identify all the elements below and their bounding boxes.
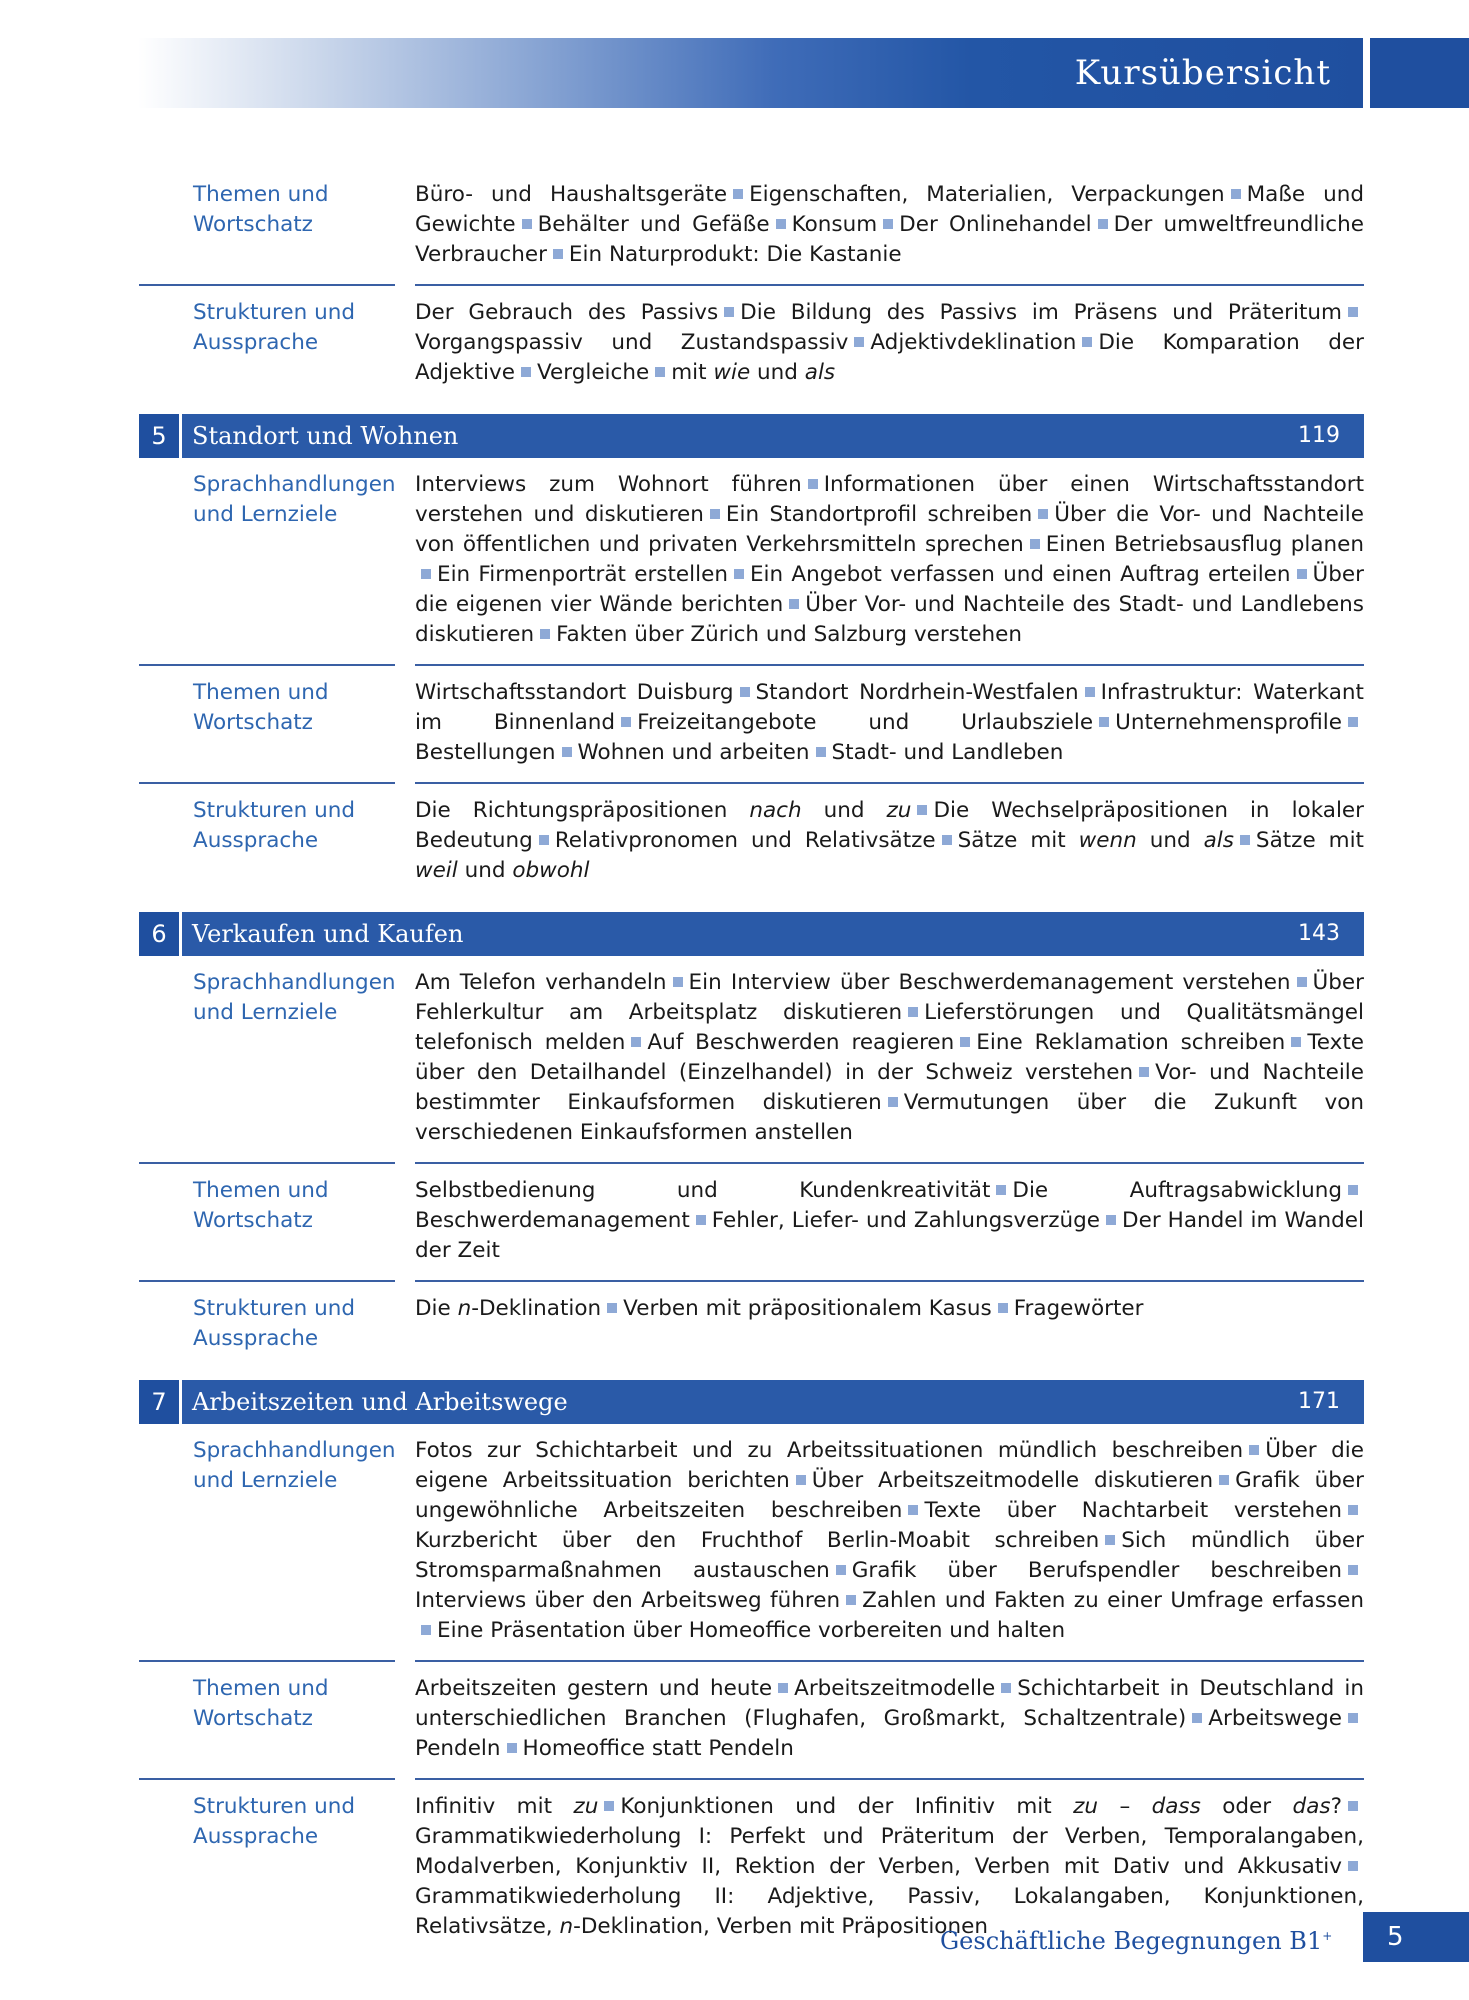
- bullet-separator: [796, 1475, 806, 1485]
- bullet-separator: [521, 367, 531, 377]
- list-item: Vermutungen über die Zukunft von verschiedenen Einkaufsformen anstellen: [415, 1090, 1364, 1145]
- chapter-title-bar: [182, 414, 1364, 458]
- bullet-separator: [1249, 1445, 1259, 1455]
- bullet-separator: [631, 1037, 641, 1047]
- bullet-separator: [1139, 1067, 1149, 1077]
- list-item: Über Fehlerkultur am Arbeitsplatz diskutieren: [415, 970, 1364, 1025]
- list-item: Auf Beschwerden reagieren: [647, 1030, 955, 1055]
- chapter-page: 119: [1298, 423, 1340, 448]
- list-item: Sich mündlich über Stromsparmaßnahmen austauschen: [415, 1528, 1364, 1583]
- list-item: Selbstbedienung und Kundenkreativität: [415, 1178, 991, 1203]
- row-content: Der Gebrauch des Passivs Die Bildung des Passivs im Präsens und PräteritumVorgangspassiv und Zustandspassiv Adjektivdeklination Die Komparation der Adjektive Vergleiche mit wie und als: [415, 300, 1364, 385]
- bullet-separator: [1291, 1037, 1301, 1047]
- chapter-page: 143: [1298, 921, 1340, 946]
- list-item: Texte über Nachtarbeit verstehen: [924, 1498, 1342, 1523]
- chapter-number: 6: [139, 912, 179, 956]
- bullet-separator: [740, 687, 750, 697]
- list-item: Standort Nordrhein-Westfalen: [755, 680, 1079, 705]
- bullet-separator: [1348, 1505, 1358, 1515]
- footer-page-number: 5: [1363, 1912, 1469, 1962]
- bullet-separator: [421, 1625, 431, 1635]
- list-item: Arbeitswege: [1208, 1706, 1342, 1731]
- bullet-separator: [1348, 717, 1358, 727]
- chapter-number: 5: [139, 414, 179, 458]
- bullet-separator: [734, 569, 744, 579]
- bullet-separator: [776, 219, 786, 229]
- bullet-separator: [733, 189, 743, 199]
- chapter-number: 7: [139, 1380, 179, 1424]
- row-themen: [139, 1176, 1364, 1282]
- row-label: Sprachhandlungen und Lernziele: [139, 1436, 395, 1662]
- list-item: Arbeitszeiten gestern und heute: [415, 1676, 773, 1701]
- list-item: Adjektivdeklination: [870, 330, 1077, 355]
- bullet-separator: [960, 1037, 970, 1047]
- row-strukturen-top: [139, 298, 1364, 402]
- list-item: Kurzbericht über den Fruchthof Berlin-Moabit schreiben: [415, 1528, 1100, 1553]
- bullet-separator: [1297, 977, 1307, 987]
- bullet-separator: [908, 1007, 918, 1017]
- row-label: Strukturen und Aussprache: [193, 1296, 356, 1351]
- bullet-separator: [1219, 1475, 1229, 1485]
- row-label: Themen und Wortschatz: [139, 1176, 395, 1282]
- row-label: Sprachhandlungen und Lernziele: [139, 470, 395, 666]
- list-item: Vergleiche: [536, 360, 650, 385]
- bullet-separator: [1105, 1535, 1115, 1545]
- row-strukturen: [139, 796, 1364, 900]
- list-item: Die Bildung des Passivs im Präsens und Präteritum: [740, 300, 1342, 325]
- list-item: Der umweltfreundliche Verbraucher: [415, 212, 1364, 267]
- bullet-separator: [908, 1505, 918, 1515]
- list-item: Vorgangspassiv und Zustandspassiv: [415, 330, 849, 355]
- list-item: Lieferstörungen und Qualitätsmängel telefonisch melden: [415, 1000, 1365, 1055]
- list-item: Texte über den Detailhandel (Einzelhandel) in der Schweiz verstehen: [415, 1030, 1365, 1085]
- list-item: Fotos zur Schichtarbeit und zu Arbeitssituationen mündlich beschreiben: [415, 1438, 1244, 1463]
- list-item: Konsum: [791, 212, 878, 237]
- bullet-separator: [507, 1743, 517, 1753]
- chapter-title: Verkaufen und Kaufen: [192, 920, 464, 948]
- row-content: Die n-Deklination Verben mit präpositionalem Kasus Fragewörter: [415, 1296, 1144, 1321]
- list-item: Ein Interview über Beschwerdemanagement verstehen: [688, 970, 1291, 995]
- list-item: Interviews zum Wohnort führen: [415, 472, 802, 497]
- bullet-separator: [854, 337, 864, 347]
- chapter-title: Arbeitszeiten und Arbeitswege: [192, 1388, 568, 1416]
- chapter-header-5: [139, 414, 1364, 458]
- bullet-separator: [562, 747, 572, 757]
- list-item: Eigenschaften, Materialien, Verpackungen: [749, 182, 1225, 207]
- bullet-separator: [540, 629, 550, 639]
- chapter-title-bar: [182, 1380, 1364, 1424]
- list-item: Freizeitangebote und Urlaubsziele: [637, 710, 1094, 735]
- row-label: Themen und Wortschatz: [139, 678, 395, 784]
- list-item: Über die eigenen vier Wände berichten: [415, 562, 1364, 617]
- list-item: Einen Betriebsausflug planen: [1045, 532, 1364, 557]
- list-item: Zahlen und Fakten zu einer Umfrage erfassen: [862, 1588, 1364, 1613]
- row-content: [415, 678, 1364, 784]
- row-sprachhandlungen: [139, 470, 1364, 666]
- bullet-separator: [1348, 1185, 1358, 1195]
- list-item: Wohnen und arbeiten: [577, 740, 810, 765]
- list-item: Schichtarbeit in Deutschland in unterschiedlichen Branchen (Flughafen, Großmarkt, Schaltzentrale): [415, 1676, 1364, 1731]
- row-content: [415, 1436, 1364, 1662]
- row-themen: [139, 1674, 1364, 1780]
- bullet-separator: [888, 1097, 898, 1107]
- list-item: Der Onlinehandel: [899, 212, 1092, 237]
- bullet-separator: [621, 717, 631, 727]
- bullet-separator: [1348, 1713, 1358, 1723]
- row-themen-top: [139, 180, 1364, 286]
- list-item: Wirtschaftsstandort Duisburg: [415, 680, 734, 705]
- bullet-separator: [1099, 717, 1109, 727]
- bullet-separator: [836, 1565, 846, 1575]
- list-item: Ein Firmenporträt erstellen: [437, 562, 728, 587]
- list-item: Eine Präsentation über Homeoffice vorbereiten und halten: [437, 1618, 1066, 1643]
- chapter-page: 171: [1298, 1389, 1340, 1414]
- row-content: [415, 180, 1364, 286]
- list-item: Eine Reklamation schreiben: [976, 1030, 1286, 1055]
- row-content: [415, 968, 1364, 1164]
- bullet-separator: [808, 479, 818, 489]
- list-item: Über die Vor- und Nachteile von öffentlichen und privaten Verkehrsmitteln sprechen: [415, 502, 1364, 557]
- list-item: Homeoffice statt Pendeln: [522, 1736, 794, 1761]
- list-item: Der Handel im Wandel der Zeit: [415, 1208, 1364, 1263]
- list-item: Über Vor- und Nachteile des Stadt- und Landlebens diskutieren: [415, 592, 1364, 647]
- bullet-separator: [1030, 539, 1040, 549]
- bullet-separator: [696, 1215, 706, 1225]
- bullet-separator: [1001, 1683, 1011, 1693]
- list-item: Arbeitszeitmodelle: [794, 1676, 996, 1701]
- bullet-separator: [816, 747, 826, 757]
- list-item: Grafik über ungewöhnliche Arbeitszeiten beschreiben: [415, 1468, 1364, 1523]
- list-item: Pendeln: [415, 1736, 501, 1761]
- list-item: Der Gebrauch des Passivs: [415, 300, 719, 325]
- bullet-separator: [1098, 219, 1108, 229]
- list-item: Ein Angebot verfassen und einen Auftrag erteilen: [749, 562, 1291, 587]
- row-content: [415, 1674, 1364, 1780]
- bullet-separator: [1348, 1565, 1358, 1575]
- list-item: Am Telefon verhandeln: [415, 970, 667, 995]
- chapter-header-7: [139, 1380, 1364, 1424]
- bullet-separator: [724, 307, 734, 317]
- bullet-separator: [1085, 687, 1095, 697]
- list-item: Die Auftragsabwicklung: [1012, 1178, 1342, 1203]
- list-item: Infrastruktur: Waterkant im Binnenland: [415, 680, 1364, 735]
- bullet-separator: [673, 977, 683, 987]
- row-content: [415, 1176, 1364, 1282]
- chapter-title: Standort und Wohnen: [192, 422, 459, 450]
- list-item: Stadt- und Landleben: [831, 740, 1064, 765]
- row-sprachhandlungen: [139, 1436, 1364, 1662]
- row-label: Strukturen und Aussprache: [193, 1794, 356, 1849]
- list-item: Ein Naturprodukt: Die Kastanie: [568, 242, 902, 267]
- bullet-separator: [1082, 337, 1092, 347]
- row-strukturen: [139, 1294, 1364, 1368]
- row-themen: [139, 678, 1364, 784]
- list-item: Fakten über Zürich und Salzburg verstehen: [556, 622, 1023, 647]
- list-item: Die Komparation der Adjektive: [415, 330, 1364, 385]
- header: [138, 38, 1363, 108]
- bullet-separator: [1297, 569, 1307, 579]
- bullet-separator: [522, 219, 532, 229]
- row-content: Die Richtungspräpositionen nach und zu Die Wechselpräpositionen in lokaler Bedeutung Relativpronomen und Relativsätze Sätze mit wenn und als Sätze mit weil und obwohl: [415, 798, 1364, 883]
- chapter-header-6: [139, 912, 1364, 956]
- bullet-separator: [883, 219, 893, 229]
- bullet-separator: [1192, 1713, 1202, 1723]
- row-content: [415, 470, 1364, 666]
- list-item: Maße und Gewichte: [415, 182, 1364, 237]
- list-item: Über Arbeitszeitmodelle diskutieren: [811, 1468, 1214, 1493]
- bullet-separator: [710, 509, 720, 519]
- list-item: Büro- und Haushaltsgeräte: [415, 182, 728, 207]
- list-item: Informationen über einen Wirtschaftsstandort verstehen und diskutieren: [415, 472, 1365, 527]
- list-item: Vor- und Nachteile bestimmter Einkaufsformen diskutieren: [415, 1060, 1364, 1115]
- bullet-separator: [553, 249, 563, 259]
- bullet-separator: [778, 1683, 788, 1693]
- row-content: Infinitiv mit zu Konjunktionen und der Infinitiv mit zu – dass oder das?Grammatikwiederholung I: Perfekt und Präteritum der Verben, Temporalangaben, Modalverben, Konjunktiv II, Rektion der Verben, Verben mit Dativ und AkkusativGrammatikwiederholung II: Adjektive, Passiv, Lokalangaben, Konjunktionen, Relativsätze, n-Deklination, Verben mit Präpositionen: [415, 1794, 1364, 1939]
- list-item: Grafik über Berufspendler beschreiben: [851, 1558, 1342, 1583]
- row-label: Strukturen und Aussprache: [193, 300, 356, 355]
- bullet-separator: [789, 599, 799, 609]
- list-item: Unternehmensprofile: [1115, 710, 1342, 735]
- bullet-separator: [996, 1185, 1006, 1195]
- footer-book-title: Geschäftliche Begegnungen B1+: [940, 1927, 1333, 1955]
- list-item: Fehler, Liefer- und Zahlungsverzüge: [711, 1208, 1101, 1233]
- bullet-separator: [1231, 189, 1241, 199]
- bullet-separator: [1106, 1215, 1116, 1225]
- row-label: Themen und Wortschatz: [139, 180, 395, 286]
- chapter-title-bar: [182, 912, 1364, 956]
- list-item: Behälter und Gefäße: [537, 212, 770, 237]
- list-item: Ein Standortprofil schreiben: [725, 502, 1033, 527]
- row-label: Sprachhandlungen und Lernziele: [139, 968, 395, 1164]
- bullet-separator: [421, 569, 431, 579]
- row-sprachhandlungen: [139, 968, 1364, 1164]
- page-title: Kursübersicht: [1074, 53, 1331, 93]
- bullet-separator: [1038, 509, 1048, 519]
- bullet-separator: [1348, 307, 1358, 317]
- bullet-separator: [846, 1595, 856, 1605]
- list-item: Interviews über den Arbeitsweg führen: [415, 1588, 841, 1613]
- header-corner-block: [1370, 38, 1469, 108]
- row-label: Themen und Wortschatz: [139, 1674, 395, 1780]
- course-overview: [139, 180, 1364, 1956]
- list-item: Über die eigene Arbeitssituation berichten: [415, 1438, 1364, 1493]
- list-item: Bestellungen: [415, 740, 556, 765]
- list-item: Beschwerdemanagement: [415, 1208, 690, 1233]
- row-label: Strukturen und Aussprache: [193, 798, 356, 853]
